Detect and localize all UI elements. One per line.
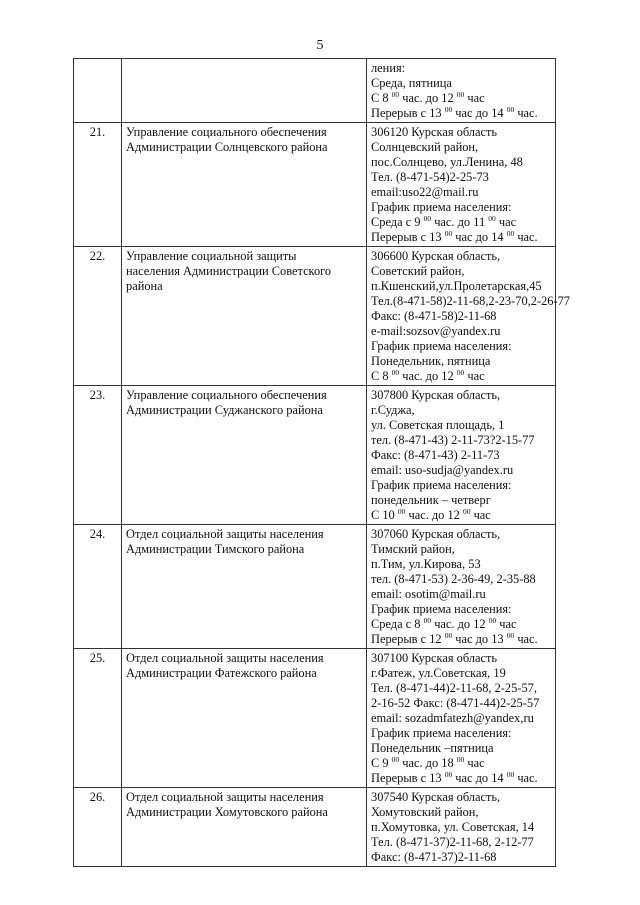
contact-line: пос.Солнцево, ул.Ленина, 48 [371,155,523,169]
contact-line: Тел.(8-471-58)2-11-68,2-23-70,2-26-77 [371,294,570,308]
office-contacts [367,649,556,788]
office-contacts [367,525,556,649]
office-name-line: Администрации Суджанского района [126,403,323,417]
office-name-line: Администрации Солнцевского района [126,140,328,154]
contact-line: Перерыв с 13 $^{00}$ час до 14 $^{00}$ час. [371,105,538,120]
contact-line: С 10 $^{00}$ час. до 12 $^{00}$ час [371,507,491,522]
office-contacts [367,123,556,247]
office-name-line: Администрации Тимского района [126,542,305,556]
contact-line: понедельник – четверг [371,493,491,507]
contact-line: 307060 Курская область, [371,527,501,541]
contact-line: Тимский район, [371,542,455,556]
row-number: 26. [74,788,122,867]
office-contacts [367,59,556,123]
office-name-line: Управление социального обеспечения [126,388,327,402]
row-number [74,59,122,123]
contact-line: Тел. (8-471-44)2-11-68, 2-25-57, [371,681,537,695]
table-row [74,649,556,788]
contact-line: Среда с 8 $^{00}$ час. до 12 $^{00}$ час [371,616,517,631]
office-name [122,649,367,788]
contact-line: тел. (8-471-43) 2-11-73?2-15-77 [371,433,535,447]
office-name-line: Администрации Фатежского района [126,666,317,680]
contact-line: Среда, пятница [371,76,452,90]
contact-line: С 8 $^{00}$ час. до 12 $^{00}$ час [371,90,485,105]
contact-line: email: osotim@mail.ru [371,587,486,601]
office-name-line: Администрации Хомутовского района [126,805,328,819]
contact-line: п.Тим, ул.Кирова, 53 [371,557,481,571]
contact-line: Советский район, [371,264,465,278]
office-name-line: района [126,279,163,293]
row-number: 25. [74,649,122,788]
table-row [74,123,556,247]
office-contacts [367,788,556,867]
contact-line: e-mail:sozsov@yandex.ru [371,324,501,338]
contact-line: Перерыв с 13 $^{00}$ час до 14 $^{00}$ час. [371,229,538,244]
office-name [122,386,367,525]
office-name [122,788,367,867]
contact-line: email: sozadmfatezh@yandex,ru [371,711,534,725]
office-name-line: Управление социального обеспечения [126,125,327,139]
contact-line: п.Хомутовка, ул. Советская, 14 [371,820,535,834]
contact-line: email: uso-sudja@yandex.ru [371,463,514,477]
row-number: 24. [74,525,122,649]
offices-table [73,58,570,867]
contact-line: График приема населения: [371,726,512,740]
row-number: 22. [74,247,122,386]
offices-table-body [74,59,570,867]
contact-line: email:uso22@mail.ru [371,185,479,199]
contact-line: Хомутовский район, [371,805,479,819]
office-name-line: Отдел социальной защиты населения [126,790,324,804]
office-name [122,247,367,386]
office-name [122,59,367,123]
contact-line: Понедельник –пятница [371,741,494,755]
row-number: 21. [74,123,122,247]
office-name-line: Управление социальной защиты [126,249,297,263]
contact-line: Понедельник, пятница [371,354,491,368]
contact-line: Факс: (8-471-58)2-11-68 [371,309,497,323]
contact-line: 307100 Курская область [371,651,498,665]
contact-line: г.Фатеж, ул.Советская, 19 [371,666,506,680]
contact-line: ул. Советская площадь, 1 [371,418,505,432]
contact-line: С 8 $^{00}$ час. до 12 $^{00}$ час [371,368,485,383]
contact-line: г.Суджа, [371,403,415,417]
office-name-line: Отдел социальной защиты населения [126,651,324,665]
contact-line: 2-16-52 Факс: (8-471-44)2-25-57 [371,696,540,710]
contact-line: Перерыв с 12 $^{00}$ час до 13 $^{00}$ час. [371,631,538,646]
row-number: 23. [74,386,122,525]
table-row [74,59,556,123]
contact-line: Тел. (8-471-37)2-11-68, 2-12-77 [371,835,534,849]
contact-line: Тел. (8-471-54)2-25-73 [371,170,489,184]
contact-line: С 9 $^{00}$ час. до 18 $^{00}$ час [371,755,485,770]
table-row [74,525,556,649]
contact-line: График приема населения: [371,339,512,353]
contact-line: Перерыв с 13 $^{00}$ час до 14 $^{00}$ час. [371,770,538,785]
contact-line: График приема населения: [371,478,512,492]
contact-line: тел. (8-471-53) 2-36-49, 2-35-88 [371,572,536,586]
contact-line: График приема населения: [371,200,512,214]
office-contacts [367,386,556,525]
office-name [122,123,367,247]
office-name [122,525,367,649]
contact-line: Солнцевский район, [371,140,479,154]
contact-line: Факс: (8-471-37)2-11-68 [371,850,497,864]
contact-line: Среда с 9 $^{00}$ час. до 11 $^{00}$ час [371,214,517,229]
contact-line: График приема населения: [371,602,512,616]
page-number: 5 [316,38,324,53]
office-contacts [367,247,570,386]
contact-line: 306120 Курская область [371,125,498,139]
contact-line: п.Кшенский,ул.Пролетарская,45 [371,279,542,293]
table-row [74,788,556,867]
contact-line: ления: [371,61,406,75]
contact-line: Факс: (8-471-43) 2-11-73 [371,448,500,462]
table-row [74,386,556,525]
office-name-line: Отдел социальной защиты населения [126,527,324,541]
contact-line: 307540 Курская область, [371,790,501,804]
table-row [74,247,556,386]
office-name-line: населения Администрации Советского [126,264,332,278]
contact-line: 306600 Курская область, [371,249,501,263]
contact-line: 307800 Курская область, [371,388,501,402]
